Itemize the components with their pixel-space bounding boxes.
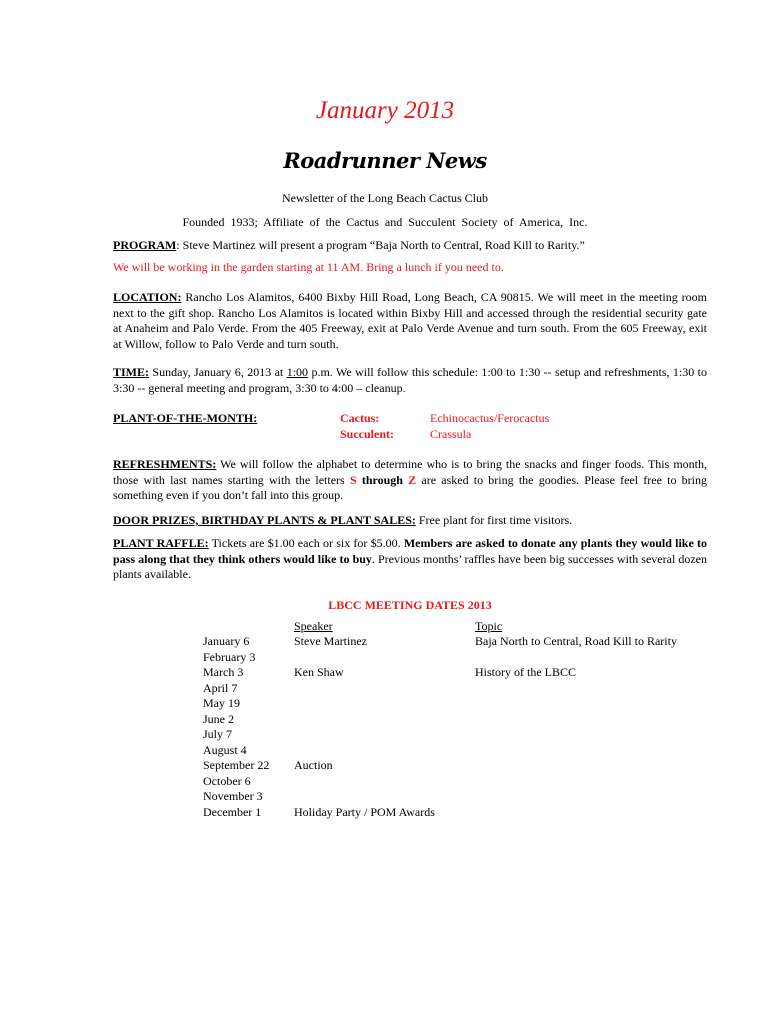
- meeting-date: July 7: [203, 727, 233, 741]
- meeting-date: October 6: [203, 773, 251, 788]
- time-section: [113, 365, 707, 396]
- speaker-january: Steve Martinez: [294, 634, 367, 648]
- founded-line: Founded 1933; Affiliate of the Cactus and Succulent Society of America, Inc.: [182, 215, 588, 229]
- refreshments-section: [113, 457, 707, 504]
- raffle-text-a: Tickets are $1.00 each or six for $5.00.: [208, 536, 404, 550]
- cactus-value: Echinocactus/Ferocactus: [430, 411, 550, 425]
- newsletter-subtitle: Newsletter of the Long Beach Cactus Club: [282, 191, 488, 205]
- issue-title: January 2013: [315, 97, 455, 124]
- speaker-september: Auction: [294, 758, 333, 772]
- raffle-bold-text: Members are asked to donate any plants they would like to pass along that they think others would like to buy: [113, 536, 707, 566]
- speaker-december: Holiday Party / POM Awards: [294, 805, 435, 819]
- time-label: TIME:: [113, 365, 149, 379]
- cactus-label: Cactus:: [340, 411, 380, 425]
- meeting-date: January 6: [203, 634, 250, 648]
- meeting-date: April 7: [203, 680, 238, 695]
- meeting-date: May 19: [203, 696, 240, 710]
- masthead: Roadrunner News: [283, 148, 487, 173]
- door-prizes-label: DOOR PRIZES, BIRTHDAY PLANTS & PLANT SALES:: [113, 513, 416, 527]
- letter-to: Z: [408, 472, 417, 487]
- meeting-dates-list: [203, 634, 269, 820]
- location-section: [113, 290, 707, 352]
- refreshments-label: REFRESHMENTS:: [113, 457, 217, 471]
- speaker-march: Ken Shaw: [294, 665, 344, 679]
- door-prizes-text: Free plant for first time visitors.: [415, 513, 573, 527]
- through-word: through: [356, 472, 409, 487]
- plant-of-month-label: PLANT-OF-THE-MONTH:: [113, 411, 258, 425]
- meeting-date: December 1: [203, 804, 262, 819]
- meeting-date: February 3: [203, 649, 256, 664]
- time-text-a: Sunday, January 6, 2013 at: [149, 365, 287, 379]
- meeting-date: March 3: [203, 665, 244, 679]
- topic-march: History of the LBCC: [475, 665, 576, 679]
- location-text: Rancho Los Alamitos, 6400 Bixby Hill Road, Long Beach, CA 90815. We will meet in the meeting room next to the gift shop. Rancho Los Alamitos is located within Bixby Hill and accessed through the residential security gate at Anaheim and Palo Verde. From the 405 Freeway, exit at Palo Verde Avenue and turn south. From the 605 Freeway, exit at Willow, follow to Palo Verde and turn south.: [113, 290, 707, 351]
- refreshments-text-b: are asked to bring the goodies. Please feel free to bring something even if you don’t fall into this group.: [113, 472, 708, 502]
- meeting-date: June 2: [203, 711, 234, 726]
- speaker-header: Speaker: [294, 619, 333, 633]
- program-section: [113, 238, 707, 254]
- time-value: 1:00: [286, 365, 309, 379]
- topic-january: Baja North to Central, Road Kill to Rarity: [475, 634, 677, 648]
- meeting-date: November 3: [203, 789, 263, 803]
- refreshments-text-a: We will follow the alphabet to determine who is to bring the snacks and finger foods. This month, those with last names starting with the letters: [113, 457, 707, 487]
- program-note: We will be working in the garden starting at 11 AM. Bring a lunch if you need to.: [113, 260, 504, 274]
- raffle-label: PLANT RAFFLE:: [113, 536, 209, 550]
- succulent-value: Crassula: [430, 427, 472, 441]
- program-label: PROGRAM: [113, 238, 177, 252]
- raffle-section: [113, 536, 707, 583]
- meeting-date: August 4: [203, 742, 247, 757]
- door-prizes-section: [113, 513, 707, 529]
- topic-header: Topic: [475, 619, 503, 633]
- location-label: LOCATION:: [113, 290, 182, 304]
- letter-from: S: [349, 472, 357, 487]
- raffle-text-b: . Previous months’ raffles have been big successes with several dozen plants available.: [113, 551, 707, 581]
- succulent-label: Succulent:: [340, 427, 394, 441]
- meeting-dates-heading: LBCC MEETING DATES 2013: [328, 598, 492, 612]
- program-text: : Steve Martinez will present a program “Baja North to Central, Road Kill to Rarity.”: [176, 238, 585, 252]
- meeting-date: September 22: [203, 758, 270, 772]
- time-text-b: p.m. We will follow this schedule: 1:00 to 1:30 -- setup and refreshments, 1:30 to 3:30 -- general meeting and program, 3:30 to 4:00 – cleanup.: [113, 365, 707, 395]
